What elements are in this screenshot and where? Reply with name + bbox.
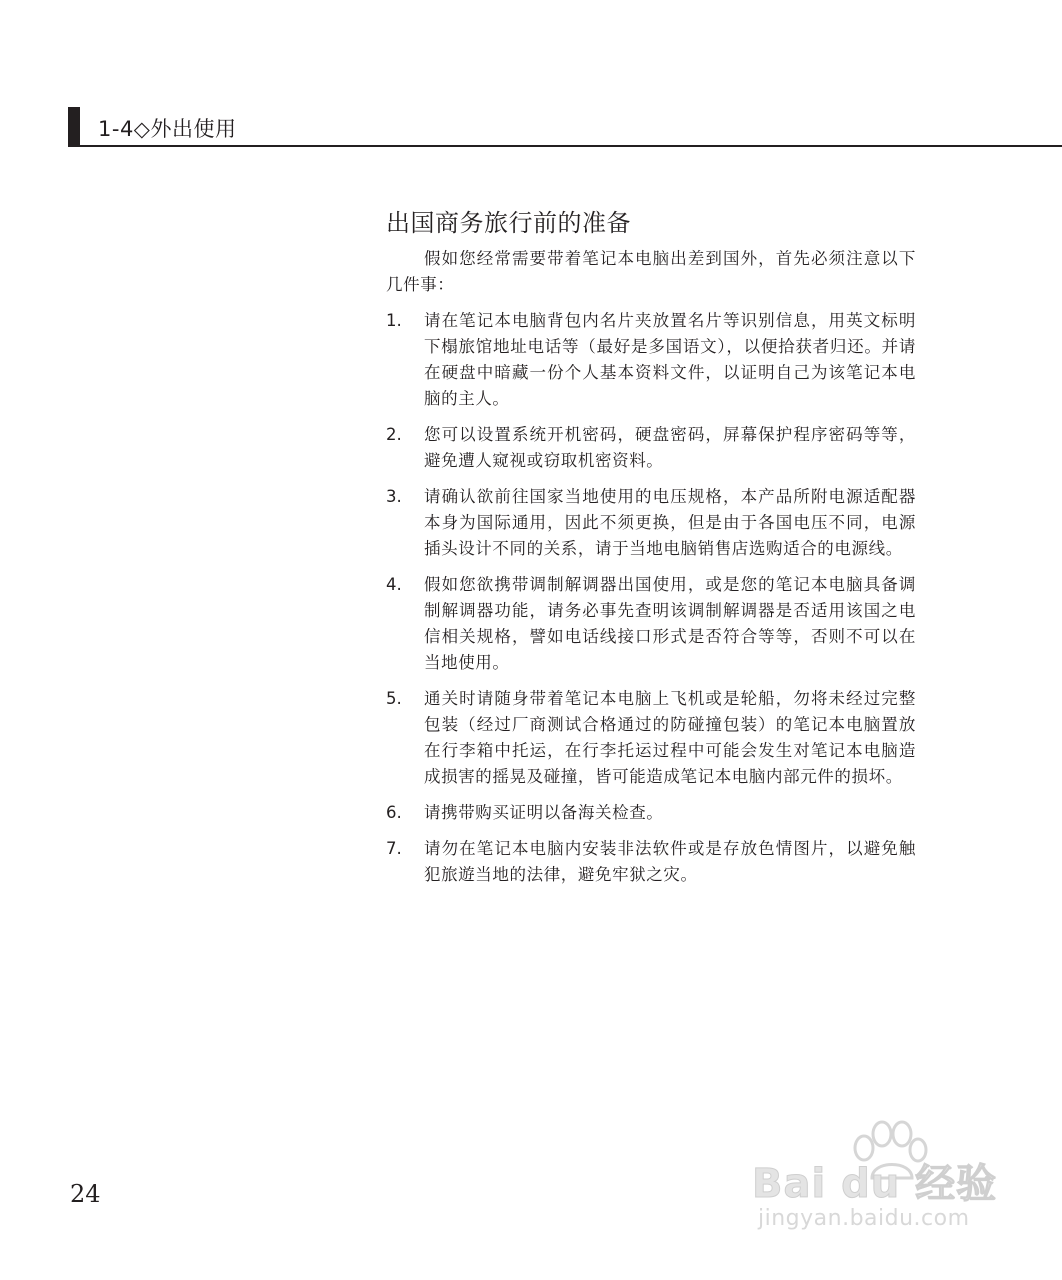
item-number: 6. [386, 803, 402, 822]
list-item [386, 836, 916, 888]
item-list [386, 308, 916, 888]
item-text: 请携带购买证明以备海关检查。 [424, 803, 664, 822]
item-text: 请确认欲前往国家当地使用的电压规格，本产品所附电源适配器本身为国际通用，因此不须更换，但是由于各国电压不同，电源插头设计不同的关系，请于当地电脑销售店选购适合的电源线。 [424, 487, 916, 558]
item-number: 2. [386, 425, 402, 444]
list-item [386, 686, 916, 790]
list-item [386, 484, 916, 562]
watermark-logo: Bai du 经验 [752, 1161, 998, 1207]
watermark-url: jingyan.baidu.com [758, 1206, 970, 1231]
list-item [386, 800, 916, 826]
section-title: 出国商务旅行前的准备 [386, 209, 631, 237]
item-text: 假如您欲携带调制解调器出国使用，或是您的笔记本电脑具备调制解调器功能，请务必事先查明该调制解调器是否适用该国之电信相关规格，譬如电话线接口形式是否符合等等，否则不可以在当地使用。 [424, 575, 916, 672]
section-intro: 假如您经常需要带着笔记本电脑出差到国外，首先必须注意以下几件事： [386, 249, 916, 294]
item-text: 请勿在笔记本电脑内安装非法软件或是存放色情图片，以避免触犯旅遊当地的法律，避免牢狱之灾。 [424, 839, 916, 884]
item-text: 您可以设置系统开机密码，硬盘密码，屏幕保护程序密码等等，避免遭人窥视或窃取机密资料。 [424, 425, 916, 470]
item-number: 1. [386, 311, 402, 330]
header-rule [68, 145, 1062, 147]
item-number: 4. [386, 575, 402, 594]
chapter-header: 1-4◇外出使用 [98, 117, 237, 141]
item-text: 通关时请随身带着笔记本电脑上飞机或是轮船，勿将未经过完整包装（经过厂商测试合格通过的防碰撞包装）的笔记本电脑置放在行李箱中托运，在行李托运过程中可能会发生对笔记本电脑造成损害的摇晃及碰撞，皆可能造成笔记本电脑内部元件的损坏。 [424, 689, 916, 786]
item-number: 5. [386, 689, 402, 708]
list-item [386, 422, 916, 474]
baidu-watermark [748, 1118, 1008, 1243]
item-text: 请在笔记本电脑背包内名片夹放置名片等识别信息，用英文标明下榻旅馆地址电话等（最好是多国语文），以便拾获者归还。并请在硬盘中暗藏一份个人基本资料文件，以证明自己为该笔记本电脑的主人。 [424, 311, 916, 408]
list-item [386, 572, 916, 676]
list-item [386, 308, 916, 412]
page-number: 24 [70, 1180, 101, 1208]
item-number: 7. [386, 839, 402, 858]
header-bar [68, 107, 80, 147]
item-number: 3. [386, 487, 402, 506]
section [386, 203, 916, 898]
